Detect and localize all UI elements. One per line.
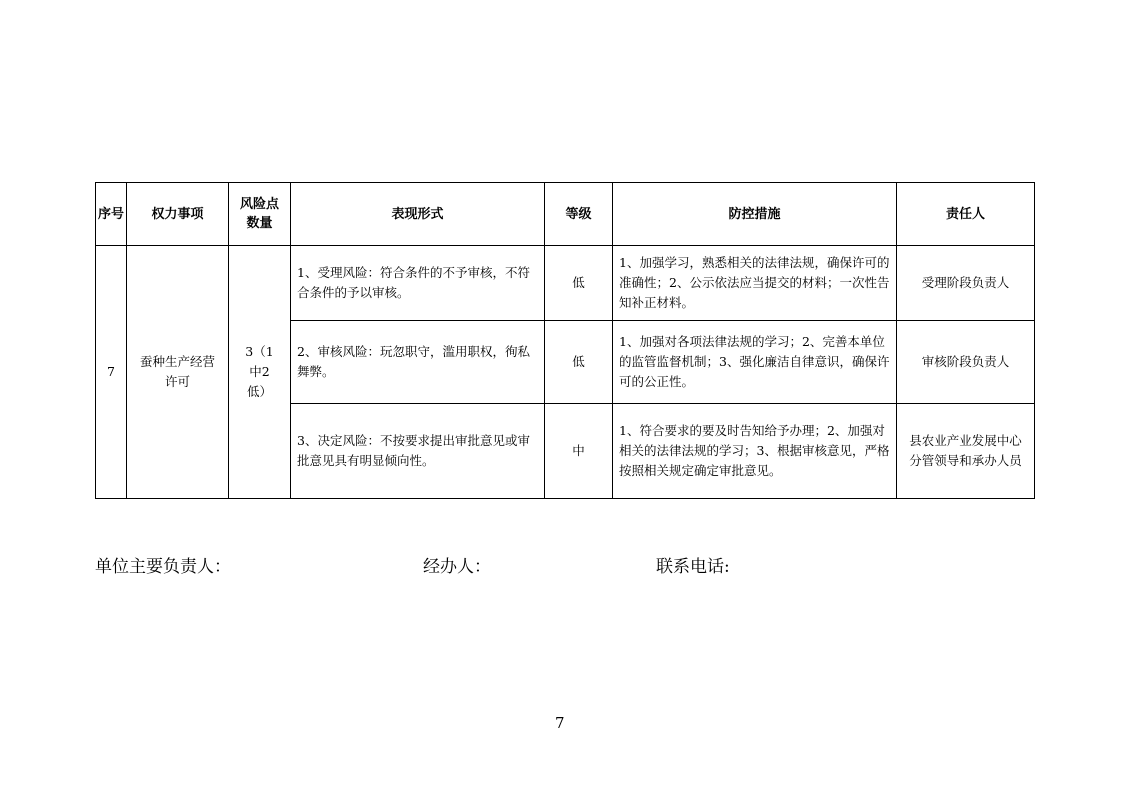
cell-person: 县农业产业发展中心分管领导和承办人员 [897, 404, 1035, 499]
cell-item: 蚕种生产经营许可 [127, 246, 229, 499]
header-count: 风险点数量 [229, 183, 291, 246]
cell-measures: 1、加强学习，熟悉相关的法律法规，确保许可的准确性；2、公示依法应当提交的材料；一次性告知补正材料。 [613, 246, 897, 321]
cell-person: 审核阶段负责人 [897, 321, 1035, 404]
cell-level: 中 [545, 404, 613, 499]
cell-level: 低 [545, 246, 613, 321]
header-person: 责任人 [897, 183, 1035, 246]
header-level: 等级 [545, 183, 613, 246]
signature-phone: 联系电话: [656, 557, 730, 577]
risk-control-table [95, 182, 1035, 499]
cell-level: 低 [545, 321, 613, 404]
cell-form: 1、受理风险：符合条件的不予审核，不符合条件的予以审核。 [291, 246, 545, 321]
cell-form: 2、审核风险：玩忽职守，滥用职权，徇私舞弊。 [291, 321, 545, 404]
table-header-row [96, 183, 1035, 246]
table-row [96, 246, 1035, 321]
signature-handler: 经办人： [423, 557, 491, 577]
cell-person: 受理阶段负责人 [897, 246, 1035, 321]
page-number: 7 [555, 714, 565, 732]
cell-measures: 1、符合要求的要及时告知给予办理；2、加强对相关的法律法规的学习；3、根据审核意见，严格按照相关规定确定审批意见。 [613, 404, 897, 499]
header-seq: 序号 [96, 183, 127, 246]
cell-seq: 7 [96, 246, 127, 499]
header-item: 权力事项 [127, 183, 229, 246]
signature-unit-head: 单位主要负责人： [95, 557, 231, 577]
cell-measures: 1、加强对各项法律法规的学习；2、完善本单位的监管监督机制；3、强化廉洁自律意识，确保许可的公正性。 [613, 321, 897, 404]
cell-count: 3（1中2低） [229, 246, 291, 499]
header-measures: 防控措施 [613, 183, 897, 246]
header-form: 表现形式 [291, 183, 545, 246]
cell-form: 3、决定风险：不按要求提出审批意见或审批意见具有明显倾向性。 [291, 404, 545, 499]
